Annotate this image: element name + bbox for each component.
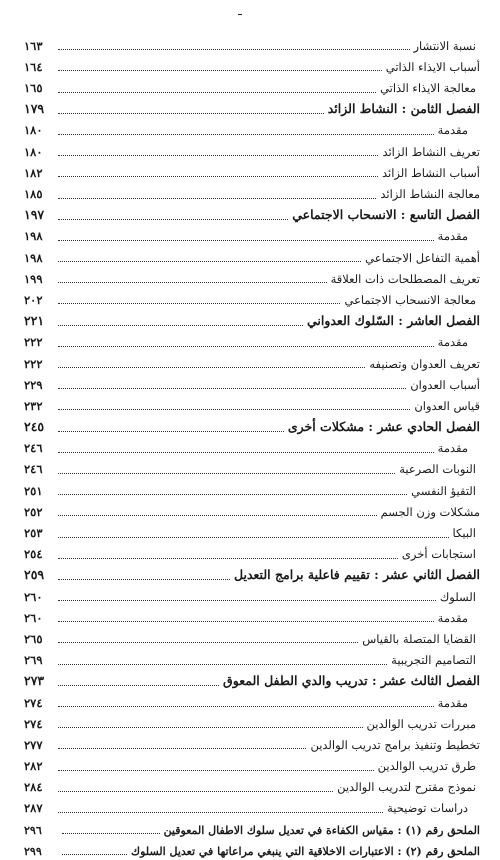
toc-section-row [24, 606, 480, 627]
toc-entry-title: الملحق رقم (٢) : الاعتبارات الاخلاقية التي ينبغي مراعاتها في تعديل السلوك [131, 845, 480, 859]
toc-page-number: ٢٦٥ [24, 631, 43, 646]
toc-entry-title: تعريف العدوان وتصنيفه [369, 356, 480, 371]
toc-page-number: ٢٢٢ [24, 335, 43, 350]
toc-entry-title: قياس العدوان [414, 398, 480, 413]
toc-entry-title: الفصل العاشر : السّلوك العدواني [306, 313, 480, 329]
toc-section-row [24, 161, 480, 182]
toc-chapter-row [24, 309, 480, 330]
toc-entry-title: مبررات تدريب الوالدين [366, 716, 476, 731]
toc-section-row [24, 119, 480, 140]
toc-entry-title: القضايا المتصلة بالقياس [362, 631, 476, 646]
toc-page-number: ٢٦٠ [24, 589, 43, 604]
toc-section-row [24, 733, 480, 754]
dot-leader [58, 303, 340, 304]
dot-leader [58, 812, 383, 813]
toc-page-number: ٢٧٤ [24, 716, 43, 731]
toc-section-row [24, 648, 480, 669]
toc-section-row [24, 267, 480, 288]
toc-page-number: ١٩٧ [24, 207, 45, 223]
dot-leader [58, 770, 374, 771]
dot-leader [58, 198, 376, 199]
toc-page-number: ٢٦٩ [24, 653, 43, 668]
toc-entry-title: مقدمة [437, 335, 468, 350]
dot-leader [58, 70, 382, 71]
page-top-mark [238, 14, 242, 15]
dot-leader [58, 727, 363, 728]
toc-entry-title: التقيؤ النفسي [411, 483, 476, 498]
dot-leader [58, 388, 406, 389]
dot-leader [58, 92, 376, 93]
toc-entry-title: أسباب النشاط الزائد [382, 165, 480, 180]
toc-section-row [24, 437, 480, 458]
dot-leader [58, 49, 410, 50]
toc-page-number: ٢٧٤ [24, 695, 43, 710]
toc-entry-title: نسبة الانتشار [413, 38, 476, 53]
toc-entry-title: مقدمة [437, 695, 468, 710]
toc-section-row [24, 500, 480, 521]
toc-chapter-row [24, 204, 480, 225]
toc-page-number: ٢٥٣ [24, 526, 43, 540]
toc-page-number: ٢٩٦ [24, 824, 42, 838]
toc-entry-title: التصاميم التجريبية [391, 653, 476, 668]
dot-leader [58, 346, 434, 347]
dot-leader [58, 558, 398, 559]
toc-page-number: ٢٥٤ [24, 547, 43, 562]
toc-page-number: ٢٤٥ [24, 419, 45, 435]
toc-entry-title: أهمية التفاعل الاجتماعي [365, 250, 480, 265]
toc-page-number: ٢٨٧ [24, 801, 43, 816]
toc-entry-title: معالجة الانسحاب الاجتماعي [344, 292, 476, 307]
toc-section-row [24, 797, 480, 818]
dot-leader [58, 282, 327, 283]
dot-leader [58, 515, 377, 516]
toc-section-row [24, 585, 480, 606]
toc-section-row [24, 288, 480, 309]
toc-page-number: ١٨٠ [24, 144, 43, 159]
dot-leader [58, 494, 407, 495]
toc-entry-title: نموذج مقترح لتدريب الوالدين [337, 780, 476, 795]
dot-leader [62, 854, 127, 855]
table-of-contents [24, 34, 480, 860]
toc-page-number: ٢٢١ [24, 313, 45, 329]
toc-section-row [24, 182, 480, 203]
toc-section-row [24, 394, 480, 415]
toc-entry-title: الفصل التاسع : الانسحاب الاجتماعي [292, 207, 480, 223]
toc-page-number: ٢٨٤ [24, 780, 43, 795]
toc-section-row [24, 691, 480, 712]
dot-leader [58, 664, 387, 665]
dot-leader [58, 240, 434, 241]
toc-page-number: ١٩٨ [24, 229, 43, 244]
toc-entry-title: مقدمة [437, 123, 468, 138]
toc-chapter-row [24, 415, 480, 436]
toc-section-row [24, 76, 480, 97]
toc-chapter-row [24, 670, 480, 691]
toc-section-row [24, 34, 480, 55]
dot-leader [58, 706, 434, 707]
toc-entry-title: استجابات أخرى [401, 547, 476, 562]
toc-section-row [24, 352, 480, 373]
toc-entry-title: مقدمة [437, 229, 468, 244]
toc-entry-title: السلوك [439, 589, 476, 604]
dot-leader [58, 409, 410, 410]
toc-page-number: ٢٧٧ [24, 737, 43, 752]
toc-entry-title: النوبات الصرعية [399, 462, 476, 477]
toc-entry-title: الفصل الثالث عشر : تدريب والدي الطفل المعوق [223, 673, 480, 689]
toc-entry-title: البيكا [452, 526, 476, 540]
dot-leader [58, 621, 434, 622]
toc-chapter-row [24, 98, 480, 119]
toc-entry-title: تخطيط وتنفيذ برامج تدريب الوالدين [310, 737, 480, 752]
dot-leader [58, 600, 436, 601]
toc-entry-title: تعريف المصطلحات ذات العلاقة [330, 271, 480, 286]
toc-page-number: ١٨٠ [24, 123, 43, 138]
toc-page-number: ٢٤٦ [24, 441, 43, 456]
toc-entry-title: أسباب الايذاء الذاتي [385, 59, 480, 74]
dot-leader [58, 113, 324, 114]
toc-section-row [24, 140, 480, 161]
dot-leader [58, 155, 378, 156]
toc-section-row [24, 712, 480, 733]
toc-entry-title: مقدمة [437, 610, 468, 625]
toc-page-number: ٢٥٢ [24, 504, 43, 519]
dot-leader [62, 833, 160, 834]
toc-section-row [24, 479, 480, 500]
toc-page-number: ٢٨٢ [24, 759, 43, 774]
toc-page-number: ٢٠٢ [24, 292, 43, 307]
dot-leader [58, 452, 434, 453]
toc-page-number: ١٨٥ [24, 187, 43, 201]
dot-leader [58, 367, 365, 368]
toc-page-number: ١٩٨ [24, 250, 43, 265]
dot-leader [58, 748, 306, 749]
toc-appendix-row [24, 839, 480, 860]
toc-entry-title: معالجة الايذاء الذاتي [380, 81, 476, 96]
dot-leader [58, 642, 358, 643]
toc-page-number: ١٨٢ [24, 165, 43, 180]
dot-leader [58, 791, 333, 792]
dot-leader [58, 325, 303, 326]
toc-entry-title: دراسات توضيحية [387, 801, 468, 816]
toc-section-row [24, 331, 480, 352]
toc-page-number: ٢٦٠ [24, 610, 43, 625]
toc-section-row [24, 225, 480, 246]
toc-appendix-row [24, 818, 480, 839]
toc-entry-title: الفصل الثامن : النشاط الزائد [327, 101, 480, 117]
toc-page-number: ٢٩٩ [24, 845, 42, 859]
toc-entry-title: أسباب العدوان [410, 377, 480, 392]
dot-leader [58, 685, 219, 686]
toc-entry-title: الفصل الثاني عشر : تقييم فاعلية برامج التعديل [234, 567, 480, 583]
toc-page-number: ٢٣٢ [24, 398, 43, 413]
toc-page-number: ١٧٩ [24, 101, 45, 117]
dot-leader [58, 431, 284, 432]
toc-section-row [24, 776, 480, 797]
toc-entry-title: الفصل الحادي عشر : مشكلات أخرى [287, 419, 480, 435]
dot-leader [58, 219, 288, 220]
dot-leader [58, 134, 434, 135]
toc-page-number: ٢٤٦ [24, 462, 43, 477]
toc-entry-title: الملحق رقم (١) : مقياس الكفاءة في تعديل سلوك الاطفال المعوقين [163, 824, 480, 838]
toc-page-number: ١٦٣ [24, 38, 43, 53]
toc-section-row [24, 458, 480, 479]
toc-entry-title: مقدمة [437, 441, 468, 456]
dot-leader [58, 176, 378, 177]
toc-section-row [24, 55, 480, 76]
dot-leader [58, 579, 230, 580]
toc-section-row [24, 246, 480, 267]
toc-section-row [24, 543, 480, 564]
toc-section-row [24, 754, 480, 775]
dot-leader [58, 537, 449, 538]
toc-section-row [24, 521, 480, 542]
toc-page-number: ١٩٩ [24, 271, 43, 286]
toc-section-row [24, 627, 480, 648]
toc-page-number: ٢٧٣ [24, 673, 45, 689]
toc-entry-title: معالجة النشاط الزائد [380, 187, 480, 201]
toc-page-number: ١٦٤ [24, 59, 43, 74]
toc-page-number: ٢٢٢ [24, 356, 43, 371]
dot-leader [58, 473, 395, 474]
toc-page-number: ٢٥١ [24, 483, 43, 498]
toc-entry-title: طرق تدريب الوالدين [377, 759, 476, 774]
toc-page-number: ٢٢٩ [24, 377, 43, 392]
toc-chapter-row [24, 564, 480, 585]
toc-page-number: ٢٥٩ [24, 567, 45, 583]
toc-page-number: ١٦٥ [24, 81, 43, 96]
toc-section-row [24, 373, 480, 394]
toc-entry-title: تعريف النشاط الزائد [382, 144, 480, 159]
dot-leader [58, 261, 361, 262]
toc-entry-title: مشكلات وزن الجسم [380, 504, 480, 519]
